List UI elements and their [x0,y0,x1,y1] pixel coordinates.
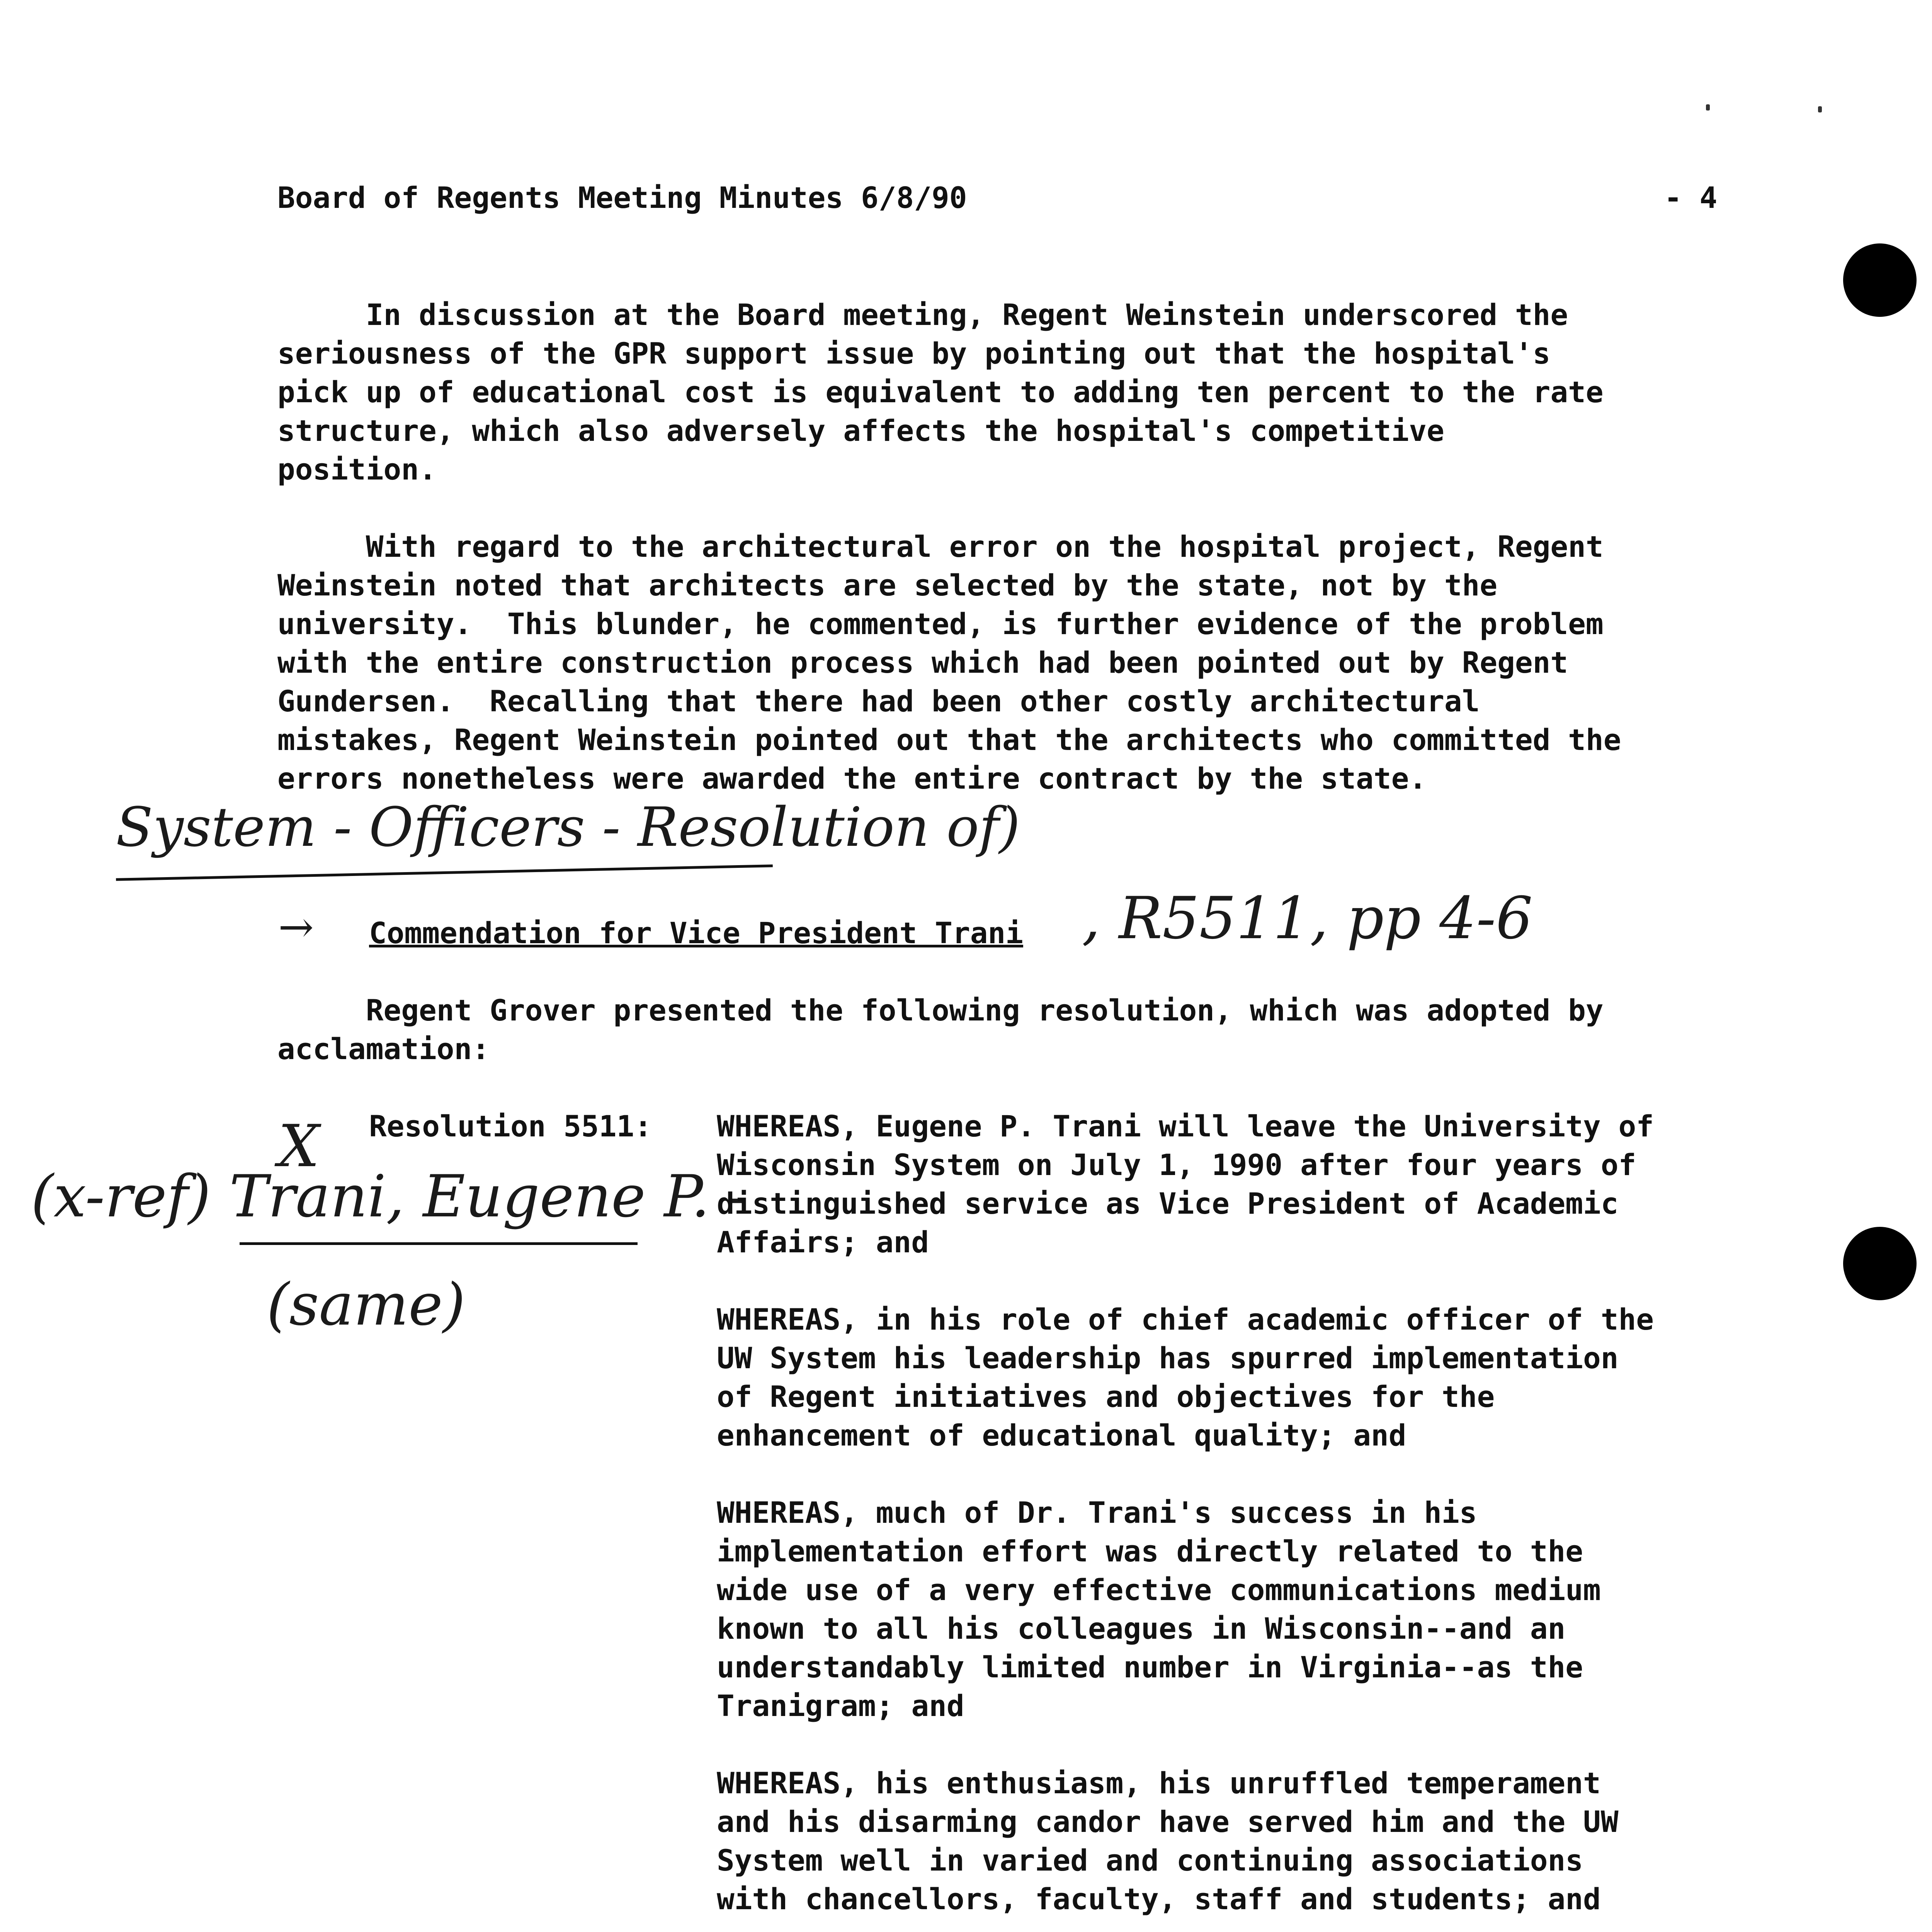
handwritten-ref-note: , R5511, pp 4-6 [1082,885,1533,952]
text-line: position. [277,452,437,486]
handwritten-underline [240,1242,638,1245]
text-line: Gundersen. Recalling that there had been other costly architectural [277,684,1480,718]
section-heading: Commendation for Vice President Trani [369,916,1023,950]
text-line: WHEREAS, his enthusiasm, his unruffled temperament [717,1766,1601,1800]
handwritten-name-note: (x-ref) Trani, Eugene P. - [31,1163,748,1230]
text-line: WHEREAS, in his role of chief academic officer of the [717,1302,1654,1337]
text-line: distinguished service as Vice President of Academic [717,1186,1619,1221]
text-line: university. This blunder, he commented, is further evidence of the problem [277,607,1604,641]
text-line: mistakes, Regent Weinstein pointed out that the architects who committed the [277,723,1621,757]
handwritten-system-note: System - Officers - Resolution of) [116,796,1020,859]
punch-hole-top [1843,243,1917,317]
handwritten-check-mark: X [278,1113,320,1180]
page-number: - 4 [1664,180,1718,215]
text-line: pick up of educational cost is equivalent to adding ten percent to the rate [277,375,1604,409]
text-line: enhancement of educational quality; and [717,1418,1406,1452]
text-line: of Regent initiatives and objectives for the [717,1379,1495,1414]
text-line: wide use of a very effective communications medium [717,1573,1601,1607]
resolution-label: Resolution 5511: [369,1109,652,1143]
handwritten-same-note: (same) [267,1271,466,1338]
text-line: Regent Grover presented the following resolution, which was adopted by [277,993,1604,1027]
punch-hole-middle [1843,1227,1917,1300]
text-line: Wisconsin System on July 1, 1990 after four years of [717,1148,1636,1182]
handwritten-underline [116,864,773,881]
handwritten-arrow: → [278,902,314,952]
scan-speck [1706,104,1710,111]
text-line: With regard to the architectural error on the hospital project, Regent [277,529,1604,564]
text-line: WHEREAS, much of Dr. Trani's success in his [717,1495,1477,1530]
text-line: understandably limited number in Virginia--as the [717,1650,1583,1684]
page-header-title: Board of Regents Meeting Minutes 6/8/90 [277,180,967,215]
text-line: In discussion at the Board meeting, Regent Weinstein underscored the [277,298,1568,332]
text-line: implementation effort was directly related to the [717,1534,1583,1568]
text-line: Weinstein noted that architects are selected by the state, not by the [277,568,1498,602]
text-line: errors nonetheless were awarded the entire contract by the state. [277,761,1427,796]
scan-speck [1818,106,1822,112]
text-line: known to all his colleagues in Wisconsin--and an [717,1611,1566,1646]
text-line: and his disarming candor have served him and the UW [717,1804,1619,1839]
text-line: with the entire construction process which had been pointed out by Regent [277,645,1568,680]
text-line: WHEREAS, Eugene P. Trani will leave the University of [717,1109,1654,1143]
text-line: System well in varied and continuing associations [717,1843,1583,1878]
text-line: UW System his leadership has spurred implementation [717,1341,1619,1375]
text-line: Affairs; and [717,1225,929,1259]
text-line: seriousness of the GPR support issue by pointing out that the hospital's [277,336,1551,371]
text-line: with chancellors, faculty, staff and students; and [717,1882,1601,1916]
text-line: Tranigram; and [717,1689,964,1723]
text-line: acclamation: [277,1032,490,1066]
text-line: structure, which also adversely affects the hospital's competitive [277,413,1444,448]
